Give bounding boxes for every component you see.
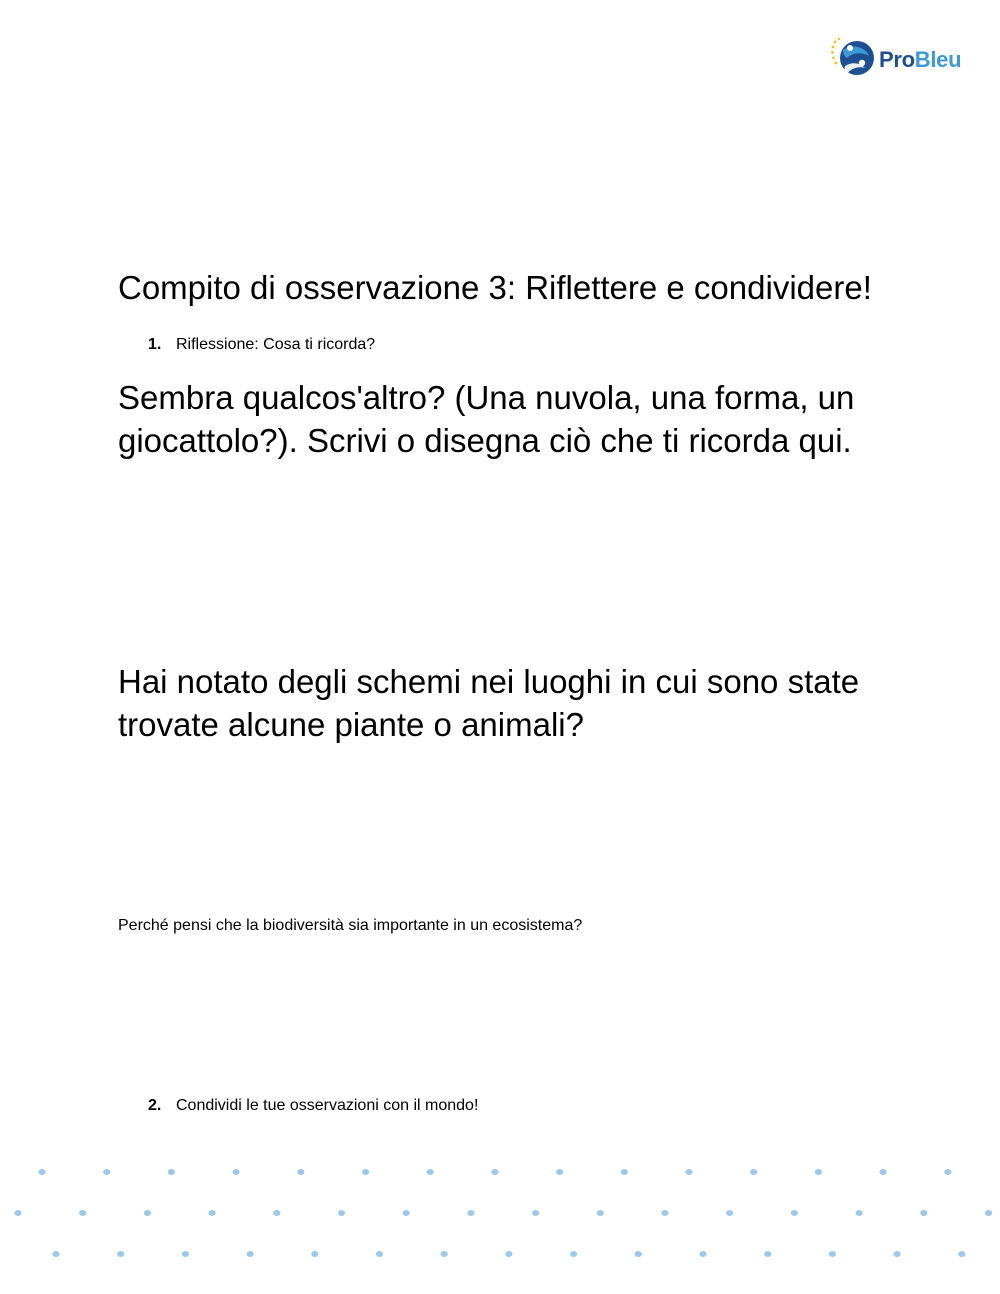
- probleu-logo: [829, 36, 979, 82]
- decorative-dot: [338, 1210, 345, 1216]
- decorative-dot: [920, 1210, 927, 1216]
- decorative-dot: [856, 1210, 863, 1216]
- decorative-dot: [311, 1251, 318, 1257]
- decorative-dot: [209, 1210, 216, 1216]
- decorative-dot: [427, 1169, 434, 1175]
- decorative-dot: [597, 1210, 604, 1216]
- decorative-dot: [297, 1169, 304, 1175]
- decorative-dot: [621, 1169, 628, 1175]
- decorative-dot: [52, 1251, 59, 1257]
- logo-text-pro: Pro: [879, 47, 915, 72]
- decorative-dot: [958, 1251, 965, 1257]
- decorative-dot: [635, 1251, 642, 1257]
- list-item-number: 1.: [148, 336, 162, 353]
- decorative-dot: [117, 1251, 124, 1257]
- decorative-dot: [726, 1210, 733, 1216]
- prompt-paragraph-2: Hai notato degli schemi nei luoghi in cui sono state trovate alcune piante o animali?: [118, 663, 860, 743]
- decorative-dot: [467, 1210, 474, 1216]
- decorative-dot: [362, 1169, 369, 1175]
- probleu-logo-text: [879, 47, 961, 73]
- decorative-dot: [699, 1251, 706, 1257]
- decorative-dot: [403, 1210, 410, 1216]
- page-title: Compito di osservazione 3: Riflettere e condividere!: [118, 269, 872, 306]
- decorative-dot: [38, 1169, 45, 1175]
- decorative-dot: [570, 1251, 577, 1257]
- decorative-dot: [182, 1251, 189, 1257]
- decorative-dot: [764, 1251, 771, 1257]
- decorative-dot: [556, 1169, 563, 1175]
- decorative-dot: [661, 1210, 668, 1216]
- decorative-dot: [505, 1251, 512, 1257]
- list-item-2: [148, 1096, 478, 1116]
- decorative-dot: [273, 1210, 280, 1216]
- decorative-dot: [441, 1251, 448, 1257]
- decorative-dot: [79, 1210, 86, 1216]
- decorative-dot: [829, 1251, 836, 1257]
- decorative-dot: [103, 1169, 110, 1175]
- list-item-text: Riflessione: Cosa ti ricorda?: [176, 336, 376, 353]
- decorative-dot: [815, 1169, 822, 1175]
- decorative-dot: [144, 1210, 151, 1216]
- decorative-dot: [894, 1251, 901, 1257]
- prompt-paragraph-1: Sembra qualcos'altro? (Una nuvola, una forma, un giocattolo?). Scrivi o disegna ciò che ti ricorda qui.: [118, 379, 855, 459]
- decorative-dot: [750, 1169, 757, 1175]
- decorative-dot: [233, 1169, 240, 1175]
- decorative-dot: [247, 1251, 254, 1257]
- list-item-1: [148, 335, 375, 355]
- list-item-text: Condividi le tue osservazioni con il mondo!: [176, 1097, 479, 1114]
- decorative-dot: [880, 1169, 887, 1175]
- decorative-dot: [376, 1251, 383, 1257]
- decorative-dot: [168, 1169, 175, 1175]
- decorative-dot: [532, 1210, 539, 1216]
- decorative-dot: [944, 1169, 951, 1175]
- prompt-paragraph-3: Perché pensi che la biodiversità sia importante in un ecosistema?: [118, 917, 583, 934]
- list-item-number: 2.: [148, 1097, 162, 1114]
- probleu-logo-icon: [829, 36, 877, 82]
- decorative-dot: [14, 1210, 21, 1216]
- decorative-dot: [685, 1169, 692, 1175]
- logo-text-bleu: Bleu: [914, 47, 962, 72]
- decorative-dot: [491, 1169, 498, 1175]
- dot-pattern-decoration: [0, 1150, 1000, 1280]
- decorative-dot: [985, 1210, 992, 1216]
- decorative-dot: [791, 1210, 798, 1216]
